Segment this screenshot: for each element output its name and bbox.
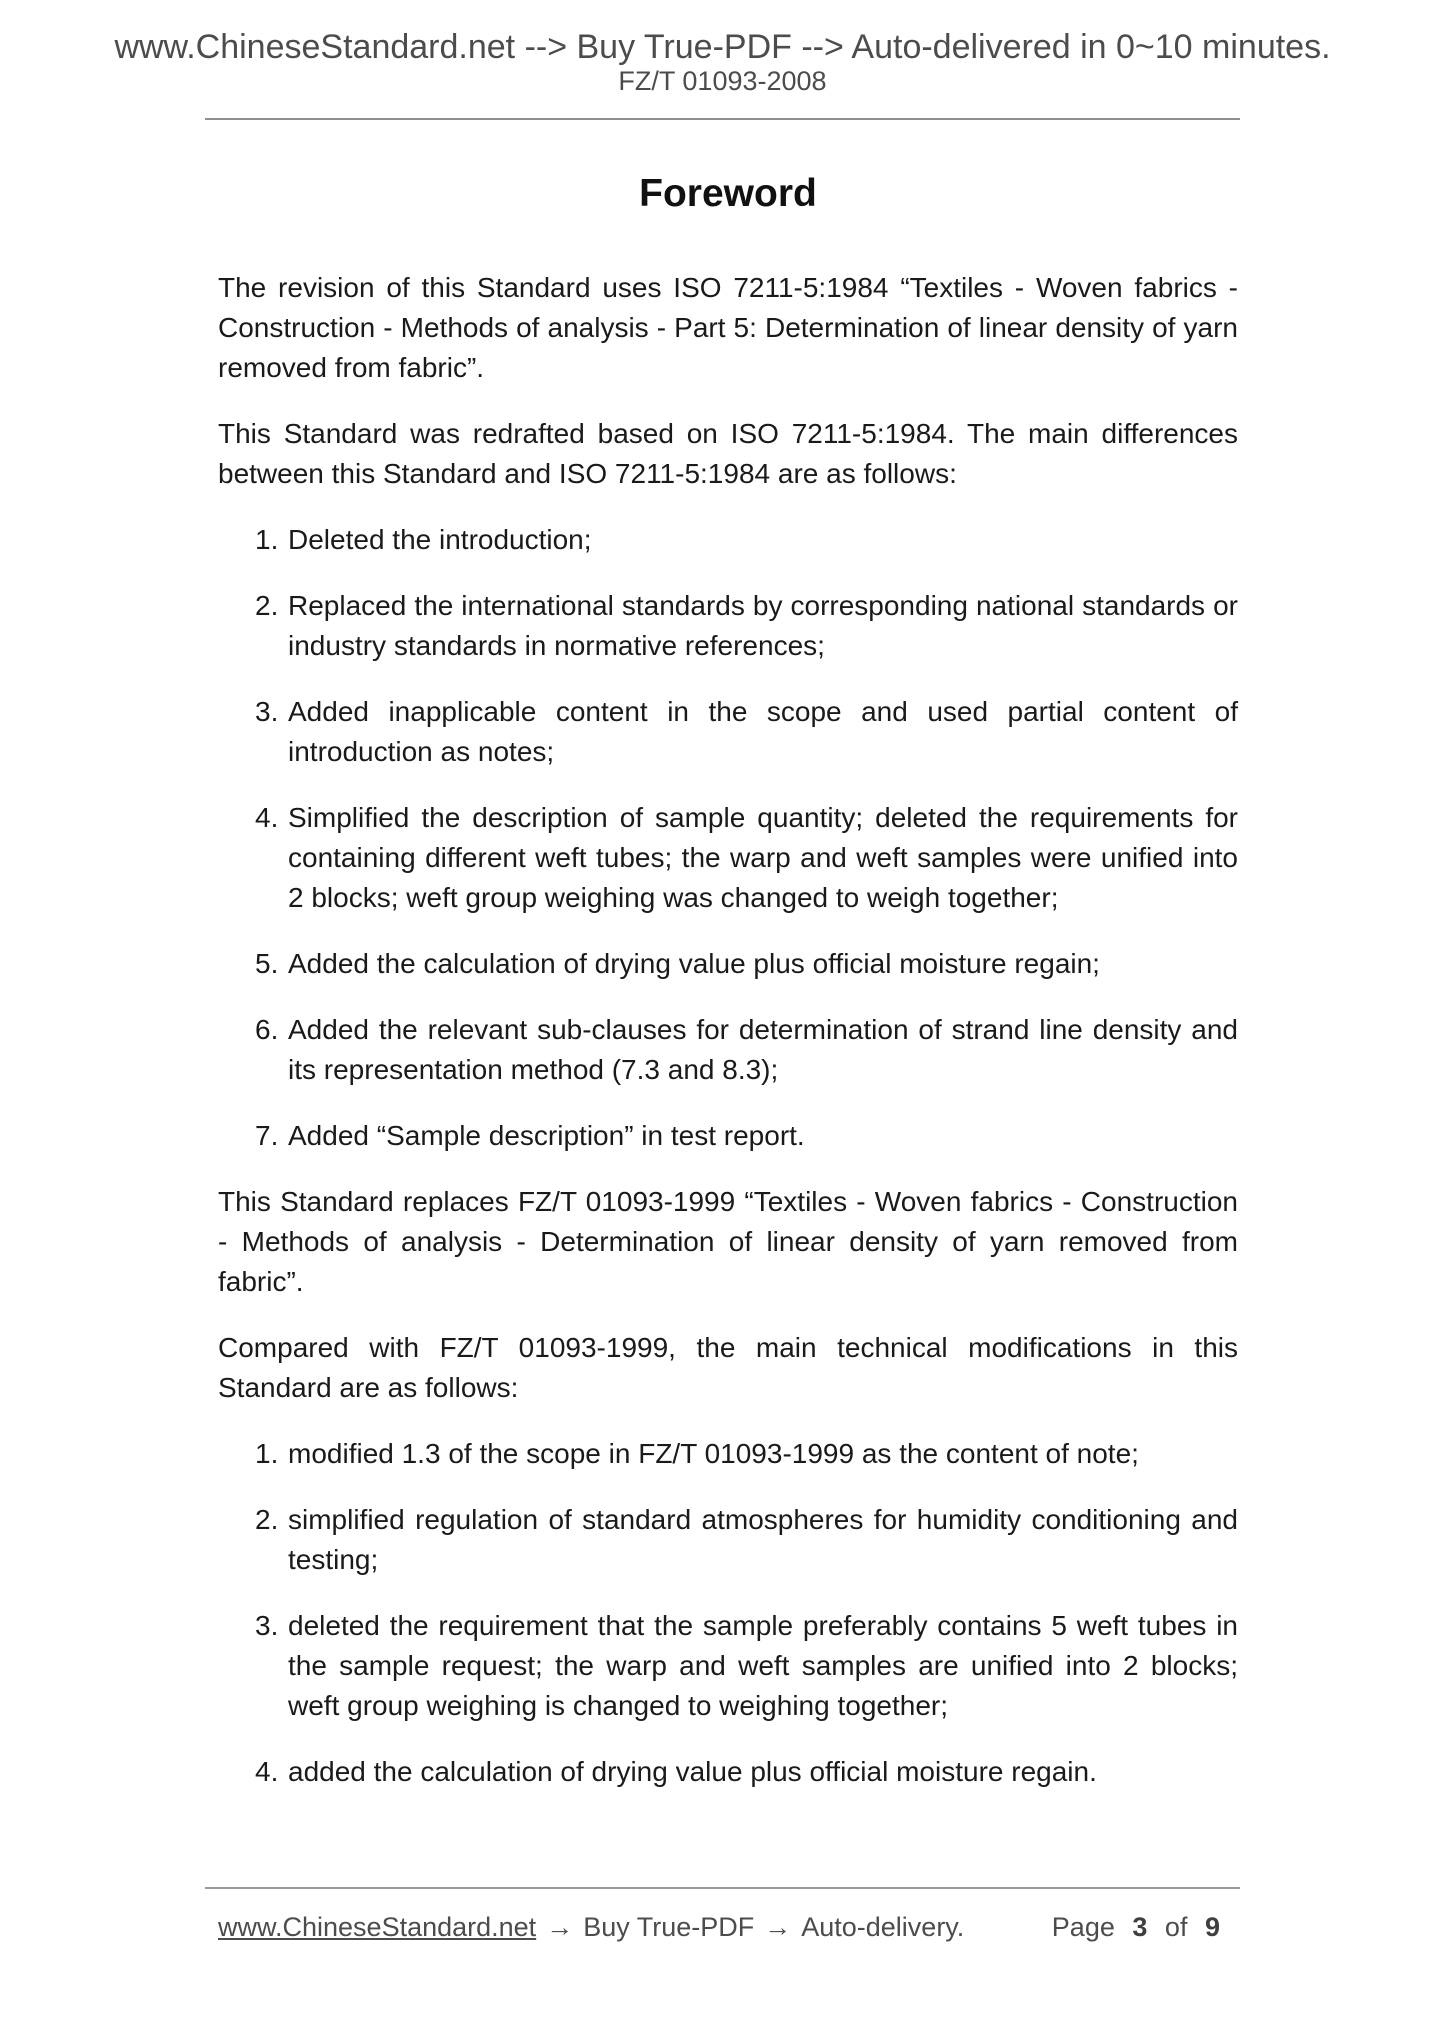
- page-label: Page: [1051, 1912, 1115, 1942]
- list-item: [218, 692, 1238, 772]
- list-item-number: 3.: [255, 1610, 279, 1641]
- page-indicator: [1052, 1910, 1220, 1944]
- footer-row: [205, 1910, 1240, 1944]
- list-item-text: Added the calculation of drying value plus official moisture regain;: [288, 948, 1100, 979]
- page-content: [218, 170, 1238, 1792]
- arrow-right-icon: →: [764, 1912, 792, 1942]
- page-title: Foreword: [639, 172, 817, 215]
- list-item-text: modified 1.3 of the scope in FZ/T 01093-1999 as the content of note;: [288, 1438, 1139, 1469]
- list-item-number: 5.: [255, 948, 279, 979]
- footer-site-link[interactable]: www.ChineseStandard.net: [218, 1912, 537, 1942]
- list-item-number: 1.: [255, 524, 279, 555]
- list-item-number: 4.: [255, 802, 279, 833]
- page-footer: [205, 1887, 1240, 1944]
- footer-buy-label: Buy True-PDF: [583, 1912, 755, 1942]
- header-doc-code: FZ/T 01093-2008: [618, 66, 827, 96]
- list-item-number: 2.: [255, 590, 279, 621]
- list-item-number: 4.: [255, 1756, 279, 1787]
- list-item-text: simplified regulation of standard atmospheres for humidity conditioning and testing;: [288, 1504, 1238, 1575]
- list-item-text: Added “Sample description” in test report.: [288, 1120, 805, 1151]
- list-item-text: Simplified the description of sample quantity; deleted the requirements for containing different weft tubes; the warp and weft samples were unified into 2 blocks; weft group weighing was changed to weigh together;: [288, 802, 1238, 913]
- list-item: [218, 520, 1238, 560]
- header-site-line: www.ChineseStandard.net --> Buy True-PDF --> Auto-delivered in 0~10 minutes.: [114, 28, 1331, 66]
- paragraph-replaces: This Standard replaces FZ/T 01093-1999 “Textiles - Woven fabrics - Construction - Methods of analysis - Determination of linear density of yarn removed from fabric”.: [218, 1186, 1238, 1297]
- paragraph-compared: Compared with FZ/T 01093-1999, the main technical modifications in this Standard are as follows:: [218, 1332, 1238, 1403]
- differences-list: [218, 520, 1238, 1156]
- list-item: [218, 1752, 1238, 1792]
- list-item-number: 3.: [255, 696, 279, 727]
- list-item-number: 7.: [255, 1120, 279, 1151]
- list-item-number: 2.: [255, 1504, 279, 1535]
- list-item: [218, 1434, 1238, 1474]
- list-item-text: Deleted the introduction;: [288, 524, 592, 555]
- list-item-text: deleted the requirement that the sample preferably contains 5 weft tubes in the sample request; the warp and weft samples are unified into 2 blocks; weft group weighing is changed to weighing together;: [288, 1610, 1238, 1721]
- list-item: [218, 586, 1238, 666]
- of-label: of: [1164, 1912, 1188, 1942]
- list-item-text: added the calculation of drying value plus official moisture regain.: [288, 1756, 1097, 1787]
- paragraph-revision: The revision of this Standard uses ISO 7211-5:1984 “Textiles - Woven fabrics - Construction - Methods of analysis - Part 5: Determination of linear density of yarn removed from fabric”.: [218, 272, 1238, 383]
- list-item: [218, 1606, 1238, 1726]
- page-number: 3: [1132, 1912, 1148, 1942]
- list-item: [218, 1010, 1238, 1090]
- modifications-list: [218, 1434, 1238, 1792]
- arrow-right-icon: →: [546, 1912, 574, 1942]
- list-item: [218, 1116, 1238, 1156]
- header-divider: [205, 118, 1240, 120]
- list-item-text: Added inapplicable content in the scope and used partial content of introduction as notes;: [288, 696, 1238, 767]
- list-item: [218, 1500, 1238, 1580]
- footer-divider: [205, 1887, 1240, 1889]
- paragraph-redrafted: This Standard was redrafted based on ISO 7211-5:1984. The main differences between this Standard and ISO 7211-5:1984 are as follows:: [218, 418, 1238, 489]
- list-item-text: Added the relevant sub-clauses for determination of strand line density and its representation method (7.3 and 8.3);: [288, 1014, 1238, 1085]
- list-item: [218, 798, 1238, 918]
- footer-promo: [218, 1910, 964, 1944]
- list-item-number: 1.: [255, 1438, 279, 1469]
- footer-delivery-label: Auto-delivery.: [801, 1912, 965, 1942]
- list-item-text: Replaced the international standards by corresponding national standards or industry standards in normative references;: [288, 590, 1238, 661]
- page-header: [0, 0, 1445, 96]
- list-item: [218, 944, 1238, 984]
- list-item-number: 6.: [255, 1014, 279, 1045]
- page-total: 9: [1204, 1912, 1220, 1942]
